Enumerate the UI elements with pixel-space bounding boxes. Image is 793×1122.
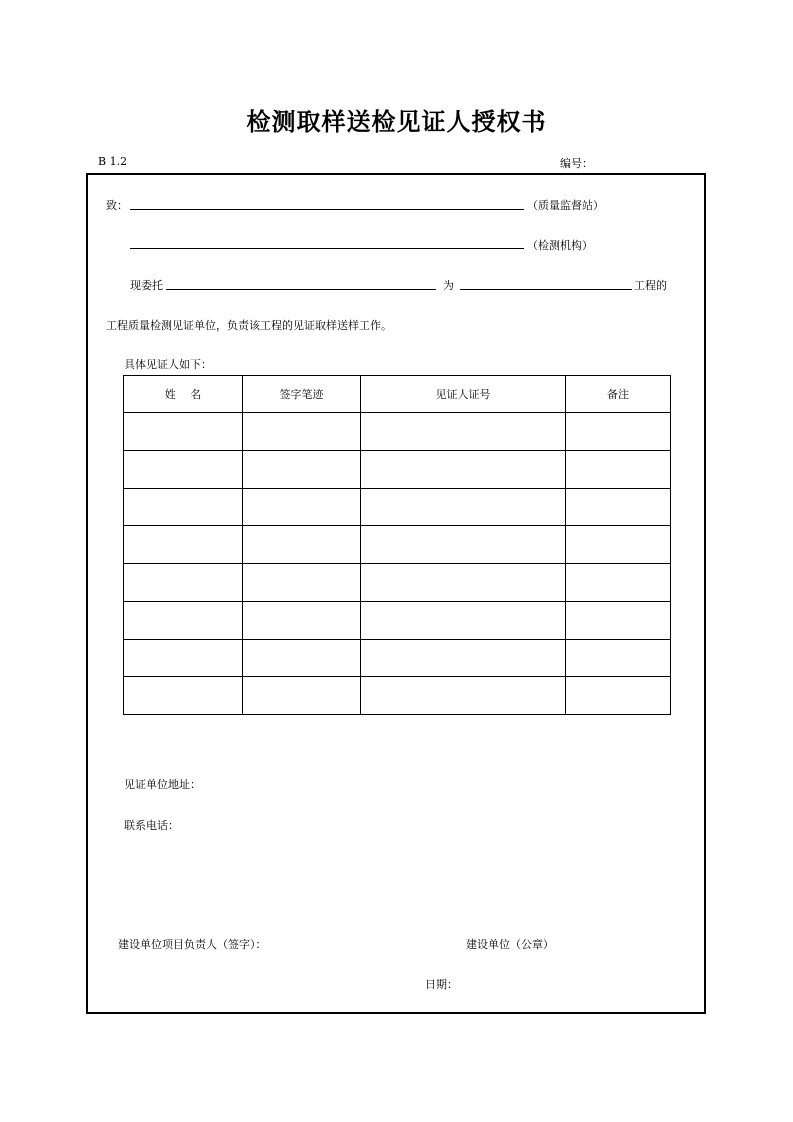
remarks-cell[interactable] [566, 488, 671, 526]
signature-cell[interactable] [243, 601, 361, 639]
table-row [124, 488, 671, 526]
name-cell[interactable] [124, 677, 243, 715]
contact-phone-label: 联系电话： [124, 819, 179, 832]
signature-cell[interactable] [243, 677, 361, 715]
table-row [124, 526, 671, 564]
header-remarks: 备注 [566, 376, 671, 413]
table-row [124, 450, 671, 488]
header-witness-id: 见证人证号 [361, 376, 566, 413]
signature-cell[interactable] [243, 526, 361, 564]
signature-cell[interactable] [243, 564, 361, 602]
remarks-cell[interactable] [566, 601, 671, 639]
name-cell[interactable] [124, 413, 243, 451]
remarks-cell[interactable] [566, 564, 671, 602]
project-suffix: 工程的 [634, 279, 667, 292]
project-name-field[interactable] [460, 289, 632, 290]
authorization-statement: 工程质量检测见证单位，负责该工程的见证取样送样工作。 [106, 319, 392, 332]
entrust-label: 现委托 [130, 279, 163, 292]
table-row [124, 564, 671, 602]
form-code: B 1.2 [98, 155, 128, 168]
table-row [124, 677, 671, 715]
remarks-cell[interactable] [566, 526, 671, 564]
table-row [124, 601, 671, 639]
name-cell[interactable] [124, 526, 243, 564]
remarks-cell[interactable] [566, 639, 671, 677]
remarks-cell[interactable] [566, 413, 671, 451]
supervision-station-label: （质量监督站） [527, 199, 604, 212]
signature-cell[interactable] [243, 413, 361, 451]
remarks-cell[interactable] [566, 677, 671, 715]
signature-cell[interactable] [243, 639, 361, 677]
witness-id-cell[interactable] [361, 450, 566, 488]
to-label: 致： [106, 199, 128, 212]
witness-id-cell[interactable] [361, 639, 566, 677]
header-signature: 签字笔迹 [243, 376, 361, 413]
signature-cell[interactable] [243, 450, 361, 488]
name-cell[interactable] [124, 564, 243, 602]
owner-signature-label: 建设单位项目负责人（签字）： [118, 938, 267, 951]
witness-address-label: 见证单位地址： [124, 778, 201, 791]
witness-id-cell[interactable] [361, 564, 566, 602]
witness-id-cell[interactable] [361, 413, 566, 451]
name-cell[interactable] [124, 450, 243, 488]
witness-id-cell[interactable] [361, 601, 566, 639]
witness-id-cell[interactable] [361, 526, 566, 564]
testing-agency-field[interactable] [130, 248, 524, 249]
witness-id-cell[interactable] [361, 677, 566, 715]
witness-id-cell[interactable] [361, 488, 566, 526]
witness-list-intro: 具体见证人如下： [124, 358, 212, 371]
document-title: 检测取样送检见证人授权书 [246, 107, 547, 136]
supervision-station-field[interactable] [130, 209, 524, 210]
remarks-cell[interactable] [566, 450, 671, 488]
for-label: 为 [443, 279, 454, 292]
signature-cell[interactable] [243, 488, 361, 526]
testing-agency-label: （检测机构） [527, 239, 593, 252]
witness-unit-field[interactable] [166, 289, 436, 290]
table-row [124, 413, 671, 451]
date-label: 日期： [425, 978, 458, 991]
owner-seal-label: 建设单位（公章） [466, 938, 554, 951]
witness-table [123, 375, 671, 715]
name-cell[interactable] [124, 488, 243, 526]
name-cell[interactable] [124, 639, 243, 677]
serial-number-label: 编号： [560, 157, 593, 170]
name-cell[interactable] [124, 601, 243, 639]
header-name: 姓 名 [124, 376, 243, 413]
table-row [124, 639, 671, 677]
